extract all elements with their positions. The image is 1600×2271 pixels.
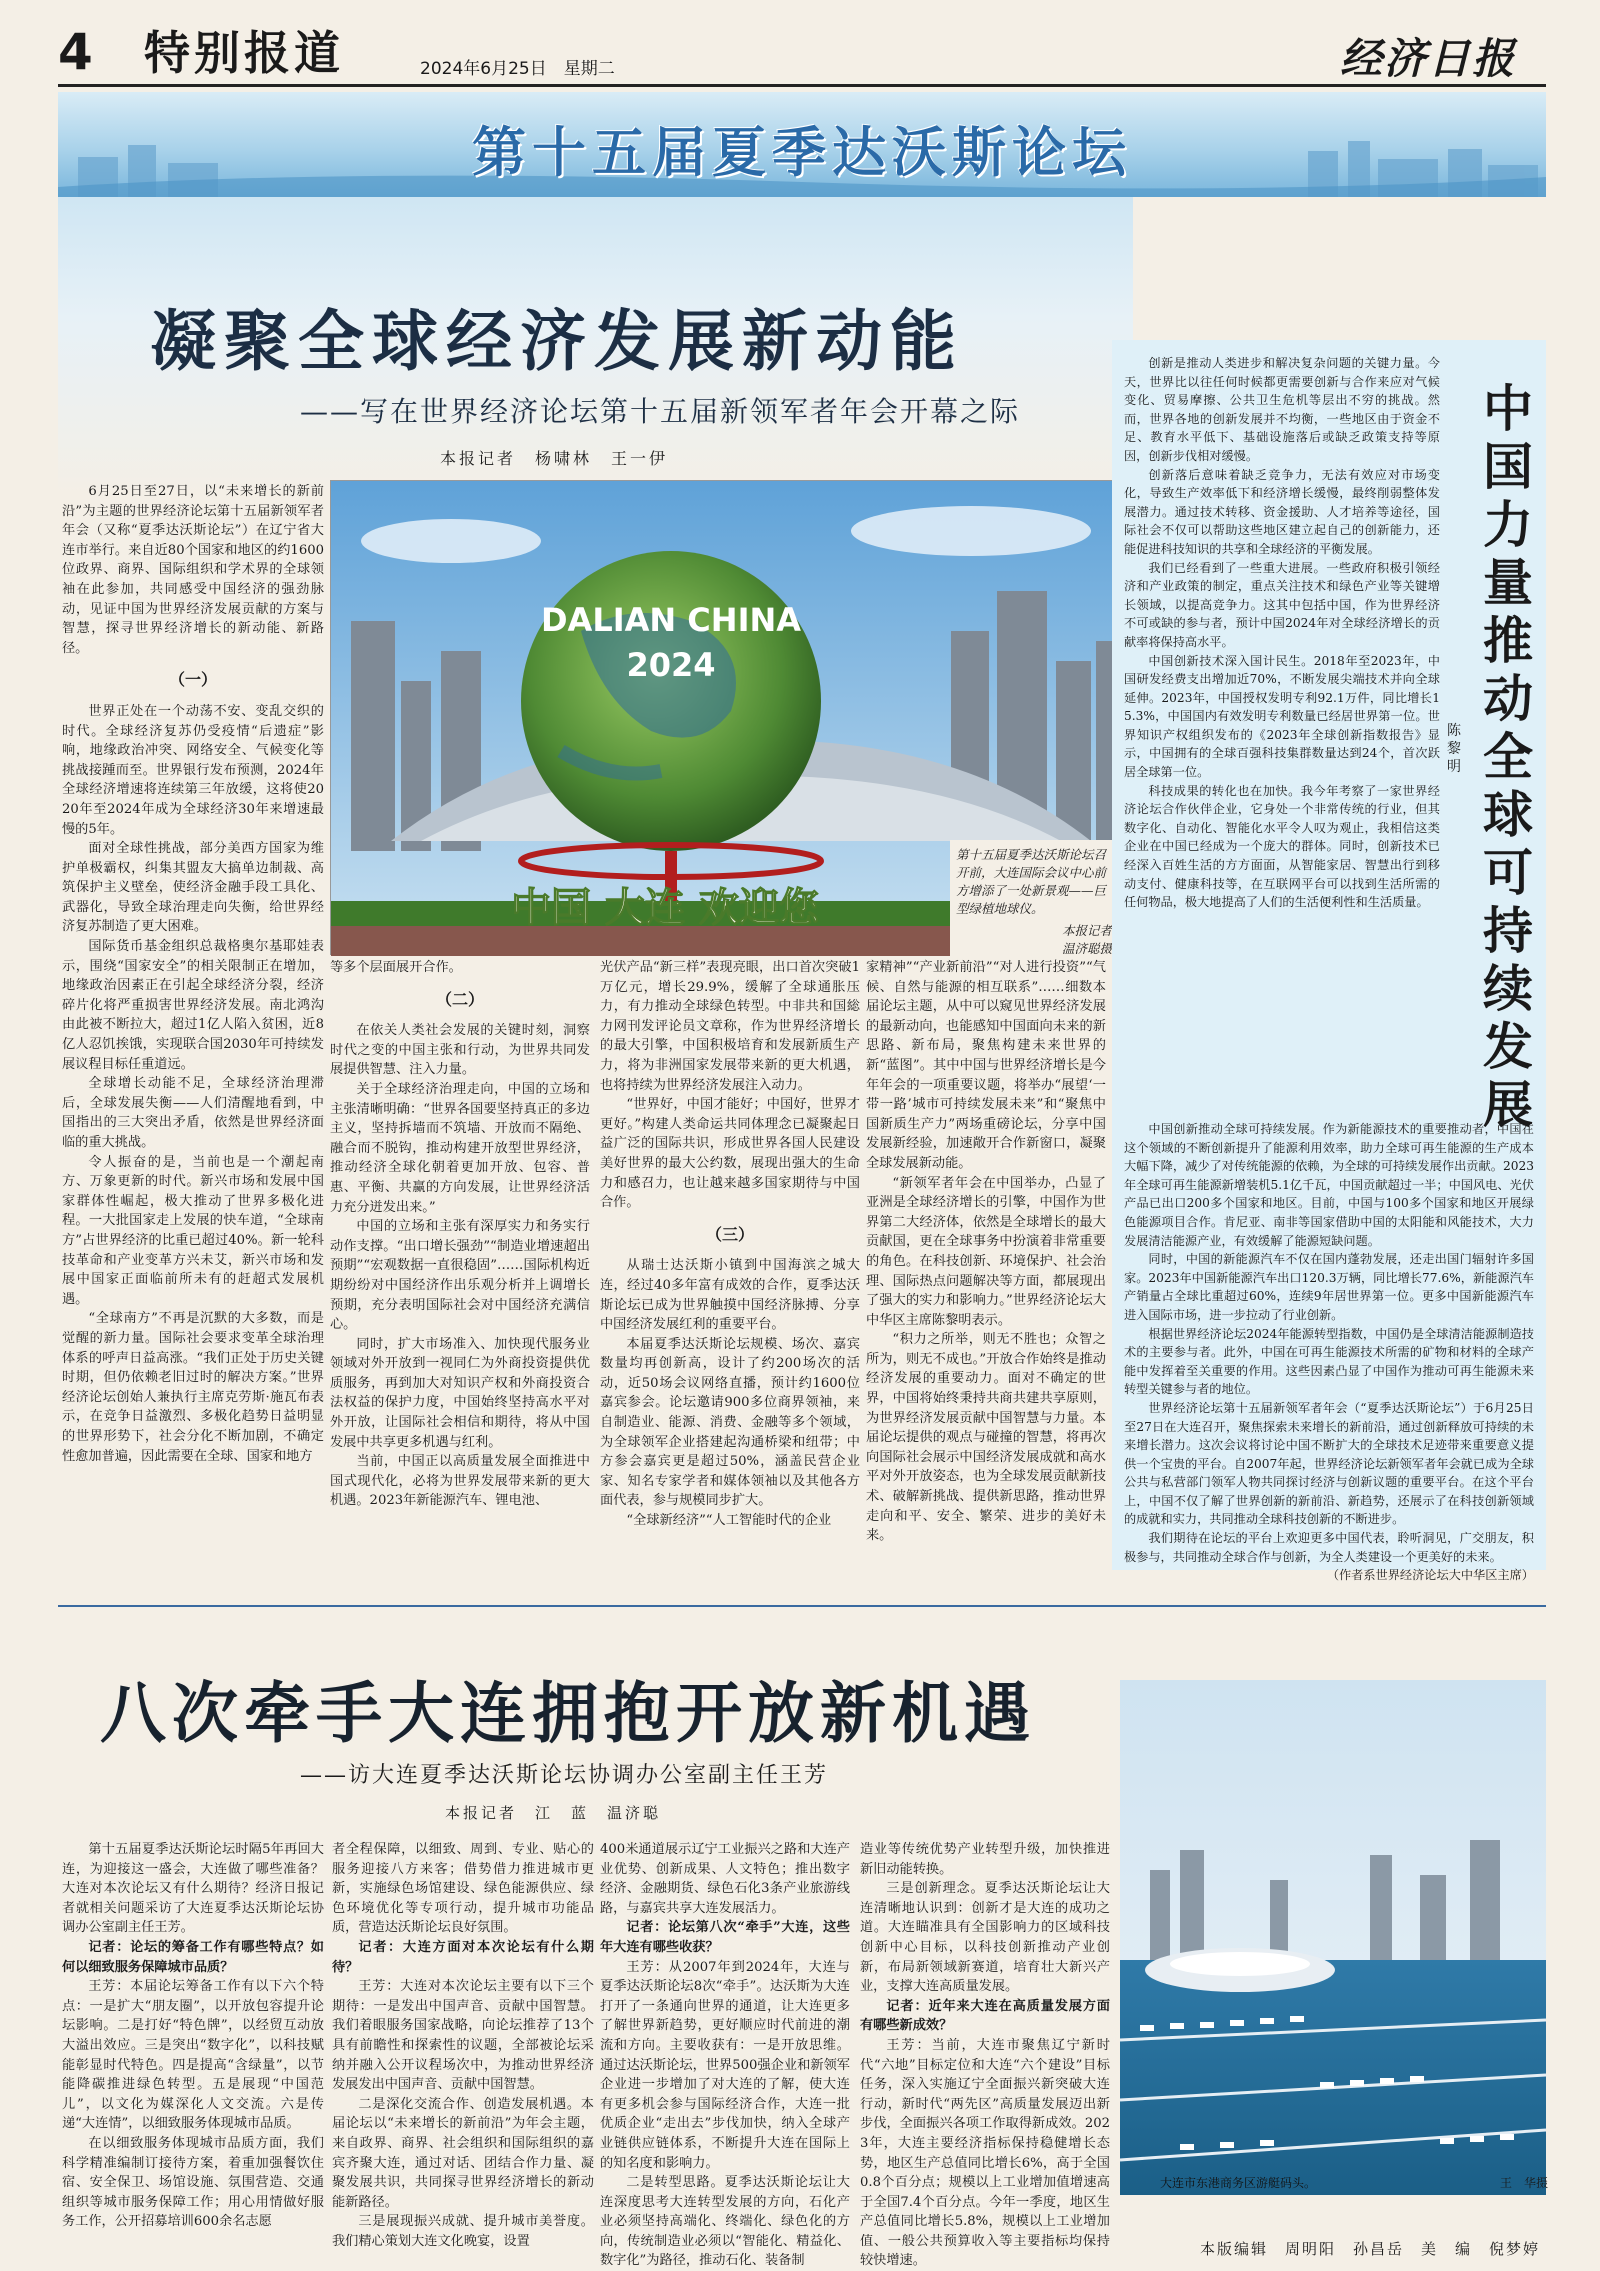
lead-byline: 本报记者 杨啸林 王一伊	[440, 449, 669, 468]
lead-paragraph: 国际货币基金组织总裁格奥尔基耶娃表示，围绕“国家安全”的相关限制正在增加，地缘政治因素正在引起全球经济分裂，经济碎片化将严重损害世界经济发展。南北鸿沟由此被不断拉大，超过1亿人陷入贫困，近8亿人忍饥挨饿，实现联合国2030年可持续发展议程目标任重道远。	[62, 939, 324, 1072]
lead-column-4	[866, 958, 1106, 1578]
commentary-column-bottom	[1124, 1120, 1534, 1583]
commentary-title: 中国力量推动全球可持续发展	[1483, 380, 1533, 1134]
lead-paragraph: 面对全球性挑战，部分美西方国家为维护单极霸权，纠集其盟友大搞单边制裁、高筑保护主义壁垒，使经济金融手段工具化、武器化，导致全球治理走向失衡，给世界经济复苏制造了更大困难。	[62, 841, 324, 935]
interview-question: 记者：论坛第八次“牵手”大连，这些年大连有哪些收获？	[600, 1920, 850, 1955]
banner-title: 第十五届夏季达沃斯论坛	[472, 121, 1132, 184]
masthead-rule	[58, 84, 1546, 87]
commentary-paragraph: 创新是推动人类进步和解决复杂问题的关键力量。今天，世界比以往任何时候都更需要创新与合作来应对气候变化、贸易摩擦、公共卫生危机等层出不穷的挑战。然而，世界各地的创新发展并不均衡，一些地区由于资金不足、教育水平低下、基础设施落后或缺乏政策支持等原因，创新步伐相对缓慢。	[1124, 356, 1440, 463]
commentary-paragraph: 根据世界经济论坛2024年能源转型指数，中国仍是全球清洁能源制造技术的主要参与者。此外，中国在可再生能源技术所需的矿物和材料的全球产能中发挥着至关重要的作用。这些因素凸显了中国作为推动可再生能源未来转型关键参与者的地位。	[1124, 1326, 1534, 1397]
photo-caption	[950, 840, 1118, 964]
lead-paragraph: “全球新经济”“人工智能时代的企业	[626, 1513, 832, 1529]
newspaper-logo: 经济日报	[1340, 34, 1517, 83]
interview-column-3	[600, 1840, 850, 2269]
interview-paragraph: 王芳：从2007年到2024年，大连与夏季达沃斯论坛8次“牵手”。达沃斯为大连打开了一条通向世界的通道，让大连更多了解世界新趋势，更好顺应时代前进的潮流和方向。主要收获有：一是开放思维。通过达沃斯论坛，世界500强企业和新领军企业进一步增加了对大连的了解，使大连有更多机会参与国际经济合作，大连一批优质企业“走出去”步伐加快，纳入全球产业链供应链体系，不断提升大连在国际上的知名度和影响力。	[600, 1959, 850, 2171]
lead-headline: 凝聚全球经济发展新动能	[150, 303, 964, 380]
interview-paragraph: 三是展现振兴成就、提升城市美誉度。我们精心策划大连文化晚宴，设置	[332, 2214, 594, 2249]
section-heading: （一）	[168, 670, 217, 690]
lead-column-3	[600, 958, 860, 1578]
lead-paragraph: 中国的立场和主张有深厚实力和务实行动作支撑。“出口增长强劲”“制造业增速超出预期”“宏观数据一直很稳固”……国际机构近期纷纷对中国经济作出乐观分析并上调增长预期，充分表明国际社会对中国经济充满信心。	[330, 1219, 590, 1333]
globe-sign-text: DALIAN CHINA	[540, 601, 802, 639]
interview-column-4	[860, 1840, 1110, 2269]
lead-paragraph: 6月25日至27日，以“未来增长的新前沿”为主题的世界经济论坛第十五届新领军者年会（又称“夏季达沃斯论坛”）在辽宁省大连市举行。来自近80个国家和地区的约1600位政界、商界、国际组织和学术界的全球领袖在此参加，共同感受中国经济的强劲脉动，见证中国为世界经济发展贡献的方案与智慧，探寻世界经济增长的新动能、新路径。	[62, 484, 324, 656]
lead-column-2	[330, 958, 590, 1578]
commentary-column-top	[1124, 354, 1440, 910]
interview-paragraph: 在以细致服务体现城市品质方面，我们科学精准编制订接待方案，着重加强餐饮住宿、安全保卫、场馆设施、氛围营造、交通组织等城市服务保障工作；用心用情做好服务工作，公开招募培训600余名志愿	[62, 2135, 324, 2230]
interview-question: 记者：大连方面对本次论坛有什么期待？	[332, 1939, 594, 1975]
interview-column-2	[332, 1840, 594, 2249]
globe-sign-year: 2024	[626, 646, 716, 684]
section-heading: （二）	[435, 989, 484, 1009]
interview-paragraph: 第十五届夏季达沃斯论坛时隔5年再回大连，为迎接这一盛会，大连做了哪些准备？大连对本次论坛又有什么期待？经济日报记者就相关问题采访了大连夏季达沃斯论坛协调办公室副主任王芳。	[62, 1842, 324, 1936]
interview-paragraph: 二是深化交流合作、创造发展机遇。本届论坛以“未来增长的新前沿”为年会主题，来自政界、商界、社会组织和国际组织的嘉宾齐聚大连，通过对话、团结合作力量、凝聚发展共识，共同探寻世界经济增长的新动能新路径。	[332, 2096, 594, 2210]
section-title: 特别报道	[144, 26, 344, 80]
commentary-author-note: （作者系世界经济论坛大中华区主席）	[1326, 1568, 1534, 1583]
commentary-paragraph: 科技成果的转化也在加快。我今年考察了一家世界经济论坛合作伙伴企业，它身处一个非常传统的行业，但其数字化、自动化、智能化水平令人叹为观止，我相信这类企业在中国已经成为一个庞大的群体。同时，创新技术已经深入百姓生活的方方面面，从智能家居、智慧出行到移动支付、健康科技等，在互联网平台可以找到生活所需的任何物品，极大地提高了人们的生活便利性和生活质量。	[1124, 783, 1440, 910]
commentary-paragraph: 世界经济论坛第十五届新领军者年会（“夏季达沃斯论坛”）于6月25日至27日在大连召开，聚焦探索未来增长的新前沿，通过创新释放可持续的未来增长潜力。这次会议将讨论中国不断扩大的全球技术足迹带来重要意义提供一个宝贵的平台。自2007年起，世界经济论坛新领军者年会就已成为全球公共与私营部门领军人物共同探讨经济与创新议题的重要平台。在这个平台上，中国不仅了解了世界创新的新前沿、新趋势，还展示了在科技创新领域的成就和实力，共同推动全球科技创新的不断进步。	[1124, 1400, 1534, 1527]
marina-photo-credit: 王 华摄	[1500, 2176, 1549, 2190]
lead-paragraph: 当前，中国正以高质量发展全面推进中国式现代化，必将为世界发展带来新的更大机遇。2023年新能源汽车、锂电池、	[330, 1454, 590, 1509]
interview-paragraph: 二是转型思路。夏季达沃斯论坛让大连深度思考大连转型发展的方向，石化产业必须坚持高端化、终端化、绿色化的方向，传统制造业必须以“智能化、精益化、数字化”为路径，推动石化、装备制	[600, 2175, 850, 2269]
lead-paragraph: 同时，扩大市场准入、加快现代服务业领域对外开放到一视同仁为外商投资提供优质服务，再到加大对知识产权和外商投资合法权益的保护力度，中国始终坚持高水平对外开放，让国际社会相信和期待，将从中国发展中共享更多机遇与红利。	[330, 1336, 590, 1450]
forum-banner	[58, 92, 1546, 197]
article-divider	[58, 1605, 1546, 1607]
welcome-slogan: 中国 大连 欢迎您	[511, 885, 819, 931]
interview-paragraph: 王芳：大连对本次论坛主要有以下三个期待：一是发出中国声音、贡献中国智慧。我们着眼服务国家战略，向论坛推荐了13个具有前瞻性和探索性的议题，全部被论坛采纳并融入公开议程场次中，为推动世界经济发展发出中国声音、贡献中国智慧。	[332, 1979, 594, 2093]
lead-paragraph: 在依关人类社会发展的关键时刻，洞察时代之变的中国主张和行动，为世界共同发展提供智慧、注入力量。	[330, 1023, 590, 1078]
marina-photo	[1120, 1680, 1549, 2195]
commentary-paragraph: 中国创新技术深入国计民生。2018年至2023年，中国研发经费支出增加近70%，不断发展尖端技术并向全球延伸。2023年，中国授权发明专利92.1万件，同比增长15.3%，中国国内有效发明专利数量已经居世界第一位。世界知识产权组织发布的《2023年全球创新指数报告》显示，中国拥有的全球百强科技集群数量达到24个，首次跃居全球第一位。	[1124, 653, 1440, 780]
commentary-paragraph: 我们已经看到了一些重大进展。一些政府积极引领经济和产业政策的制定，重点关注技术和绿色产业等关键增长领域，以提高竞争力。这其中包括中国，作为世界经济不可或缺的参与者，预计中国2024年对全球经济增长的贡献率将保持高水平。	[1124, 560, 1440, 649]
lead-paragraph: 本届夏季达沃斯论坛规模、场次、嘉宾数量均再创新高，设计了约200场次的活动，近50场会议网络直播，预计约1600位嘉宾参会。论坛邀请900多位商界领袖，来自制造业、能源、消费、金融等多个领域，为全球领军企业搭建起沟通桥梁和纽带；中方参会嘉宾更是超过50%，涵盖民营企业家、知名专家学者和媒体领袖以及其他各方面代表，参与规模同步扩大。	[600, 1336, 860, 1509]
commentary-paragraph: 创新落后意味着缺乏竞争力，无法有效应对市场变化，导致生产效率低下和经济增长缓慢，最终削弱整体发展潜力。通过技术转移、资金援助、人才培养等途径，国际社会不仅可以帮助这些地区建立起自己的创新能力，还能促进科技知识的共享和全球经济的平衡发展。	[1124, 467, 1440, 556]
marina-photo-caption: 大连市东港商务区游艇码头。	[1160, 2176, 1317, 2190]
page-number: 4	[58, 23, 93, 81]
lead-paragraph: “积力之所举，则无不胜也；众智之所为，则无不成也。”开放合作始终是推动经济发展的重要动力。面对不确定的世界，中国将始终秉持共商共建共享原则，为世界经济发展贡献中国智慧与力量。本届论坛提供的观点与碰撞的智慧，将再次向国际社会展示中国经济发展成就和高水平对外开放姿态，也为全球发展贡献新技术、破解新挑战、提供新思路，推动世界走向和平、安全、繁荣、进步的美好未来。	[866, 1332, 1106, 1544]
lead-subtitle: ——写在世界经济论坛第十五届新领军者年会开幕之际	[300, 395, 1021, 428]
interview-paragraph: 者全程保障，以细致、周到、专业、贴心的服务迎接八方来客；借势借力推进城市更新，实施绿色场馆建设、绿色能源供应、绿色环境优化等专项行动，提升城市功能品质，营造达沃斯论坛良好氛围。	[332, 1842, 594, 1936]
commentary-paragraph: 同时，中国的新能源汽车不仅在国内蓬勃发展，还走出国门辐射许多国家。2023年中国新能源汽车出口120.3万辆，同比增长77.6%，新能源汽车产销量占全球比重超过60%，连续9年居世界第一位。更多中国新能源汽车进入国际市场，进一步拉动了行业创新。	[1124, 1252, 1534, 1322]
lead-paragraph: 家精神”“产业新前沿”“对人进行投资”“气候、自然与能源的相互联系”……细数本届论坛主题，从中可以窥见世界经济发展的最新动向，也能感知中国面向未来的新思路、新布局，聚焦构建未来世界的新“蓝图”。其中中国与世界经济增长是今年年会的一项重要议题，将举办“展望‘一带一路’城市可持续发展未来”和“聚焦中国新质生产力”两场重磅论坛，分享中国发展新经验，加速敞开合作新窗口，凝聚全球发展新动能。	[866, 960, 1106, 1171]
photo-caption-text: 第十五届夏季达沃斯论坛召开前，大连国际会议中心前方增添了一处新景观——巨型绿植地球仪。	[956, 847, 1107, 916]
commentary-paragraph: 我们期待在论坛的平台上欢迎更多中国代表，聆听洞见，广交朋友，积极参与，共同推动全球合作与创新，为全人类建设一个更美好的未来。	[1124, 1531, 1534, 1564]
interview-question: 记者：近年来大连在高质量发展方面有哪些新成效？	[860, 1998, 1110, 2034]
issue-date: 2024年6月25日 星期二	[420, 59, 615, 79]
lead-column-1	[62, 482, 324, 1582]
interview-paragraph: 王芳：本届论坛筹备工作有以下六个特点：一是扩大“朋友圈”，以开放包容提升论坛影响。二是打好“特色牌”，以经贸互动放大溢出效应。三是突出“数字化”，以科技赋能彰显时代特色。四是提高“含绿量”，以节能降碳推进绿色转型。五是展现“中国范儿”，以文化为媒深化人文交流。六是传递“大连情”，以细致服务体现城市品质。	[62, 1979, 324, 2132]
marina-photo-graphic	[1120, 1680, 1549, 2195]
interview-paragraph: 造业等传统优势产业转型升级，加快推进新旧动能转换。	[860, 1842, 1110, 1877]
interview-byline: 本报记者 江 蓝 温济聪	[445, 1804, 662, 1822]
commentary-author: 陈黎明	[1447, 723, 1461, 775]
lead-paragraph: “世界好，中国才能好；中国好，世界才更好。”构建人类命运共同体理念已凝聚起日益广泛的国际共识，形成世界各国人民建设美好世界的最大公约数，展现出强大的生命力和感召力，也让越来越多国家期待与中国合作。	[600, 1097, 860, 1211]
lead-paragraph: 世界正处在一个动荡不安、变乱交织的时代。全球经济复苏仍受疫情“后遗症”影响，地缘政治冲突、网络安全、气候变化等挑战接踵而至。世界银行发布预测，2024年全球经济增速将连续第三年放缓，这将使2020年至2024年成为全球经济30年来增速最慢的5年。	[62, 703, 324, 837]
interview-paragraph: 三是创新理念。夏季达沃斯论坛让大连清晰地认识到：创新才是大连的成功之道。大连瞄准具有全国影响力的区域科技创新中心目标，以科技创新推动产业创新，布局新领域新赛道，培育壮大新兴产业，支撑大连高质量发展。	[860, 1881, 1110, 1995]
lead-paragraph: 从瑞士达沃斯小镇到中国海滨之城大连，经过40多年富有成效的合作，夏季达沃斯论坛已成为世界触摸中国经济脉搏、分享中国经济发展红利的重要平台。	[600, 1258, 860, 1333]
commentary-paragraph: 中国创新推动全球可持续发展。作为新能源技术的重要推动者，中国在这个领域的不断创新提升了能源利用效率，助力全球可再生能源的生产成本大幅下降，减少了对传统能源的依赖，为全球的可持续发展作出贡献。2023年全球可再生能源新增装机5.1亿千瓦，中国贡献超过一半；中国风电、光伏产品已出口200多个国家和地区。目前，中国与100多个国家和地区开展绿色能源项目合作。肯尼亚、南非等国家借助中国的太阳能和风能技术，大力发展清洁能源产业，有效缓解了能源短缺问题。	[1124, 1122, 1534, 1248]
lead-paragraph: 全球增长动能不足，全球经济治理滞后，全球发展失衡——人们清醒地看到，中国指出的三大突出矛盾，依然是世界经济面临的重大挑战。	[62, 1076, 324, 1150]
interview-paragraph: 400米通道展示辽宁工业振兴之路和大连产业优势、创新成果、人文特色；推出数字经济、金融期货、绿色石化3条产业旅游线路，与嘉宾共享大连发展活力。	[600, 1842, 850, 1916]
interview-question: 记者：论坛的筹备工作有哪些特点？如何以细致服务保障城市品质？	[62, 1939, 324, 1975]
section-heading: （三）	[705, 1224, 754, 1244]
lead-paragraph: “新领军者年会在中国举办，凸显了亚洲是全球经济增长的引擎，中国作为世界第二大经济体，依然是全球增长的最大贡献国，更在全球事务中扮演着非常重要的角色。在科技创新、环境保护、社会治理、国际热点问题解决等方面，都展现出了强大的实力和影响力。”世界经济论坛大中华区主席陈黎明表示。	[866, 1175, 1106, 1328]
editor-credits: 本版编辑 周明阳 孙昌岳 美 编 倪梦婷	[1200, 2240, 1541, 2258]
interview-headline: 八次牵手大连拥抱开放新机遇	[100, 1674, 1036, 1752]
lead-paragraph: 光伏产品“新三样”表现亮眼，出口首次突破1万亿元，增长29.9%，缓解了全球通胀压力，有力推动全球绿色转型。中非共和国総力网刊发评论员文章称，作为世界经济增长的最大引擎，中国积极培育和发展新质生产力，将为非洲国家发展带来新的更大机遇，也将持续为世界经济发展注入动力。	[600, 960, 860, 1093]
lead-paragraph: 令人振奋的是，当前也是一个潮起南方、万象更新的时代。新兴市场和发展中国家群体性崛起，极大推动了世界多极化进程。一大批国家走上发展的快车道，“全球南方”占世界经济的比重已超过40%。新一轮科技革命和产业变革方兴未艾，新兴市场和发展中国家正面临前所未有的赶超式发展机遇。	[62, 1154, 324, 1307]
lead-paragraph: 等多个层面展开合作。	[330, 960, 462, 975]
lead-paragraph: “全球南方”不再是沉默的大多数，而是觉醒的新力量。国际社会要求变革全球治理体系的呼声日益高涨。“我们正处于历史关键时期，但仍依赖老旧过时的解决方案。”世界经济论坛创始人兼执行主席克劳斯·施瓦布表示，在竞争日益激烈、多极化趋势日益明显的世界形势下，社会分化不断加剧，不确定性愈加普遍，因此需要在全球、国家和地方	[62, 1311, 324, 1464]
interview-paragraph: 王芳：当前，大连市聚焦辽宁新时代“六地”目标定位和大连“六个建设”目标任务，深入实施辽宁全面振兴新突破大连行动，新时代“两先区”高质量发展迈出新步伐，全面振兴各项工作取得新成效。2023年，大连主要经济指标保持稳健增长态势，地区生产总值同比增长6%，高于全国0.8个百分点；规模以上工业增加值增速高于全国7.4个百分点。今年一季度，地区生产总值同比增长5.8%，规模以上工业增加值、一般公共预算收入等主要指标均保持较快增速。	[860, 2037, 1110, 2269]
lead-paragraph: 关于全球经济治理走向，中国的立场和主张清晰明确：“世界各国要坚持真正的多边主义，坚持拆墙而不筑墙、开放而不隔绝、融合而不脱钩，推动构建开放型世界经济，推动经济全球化朝着更加开放、包容、普惠、平衡、共赢的方向发展，让世界经济活力充分迸发出来。”	[330, 1081, 590, 1215]
interview-column-1	[62, 1840, 324, 2240]
photo-credit: 本报记者 温济聪摄	[1061, 923, 1112, 956]
interview-subtitle: ——访大连夏季达沃斯论坛协调办公室副主任王芳	[300, 1763, 829, 1788]
